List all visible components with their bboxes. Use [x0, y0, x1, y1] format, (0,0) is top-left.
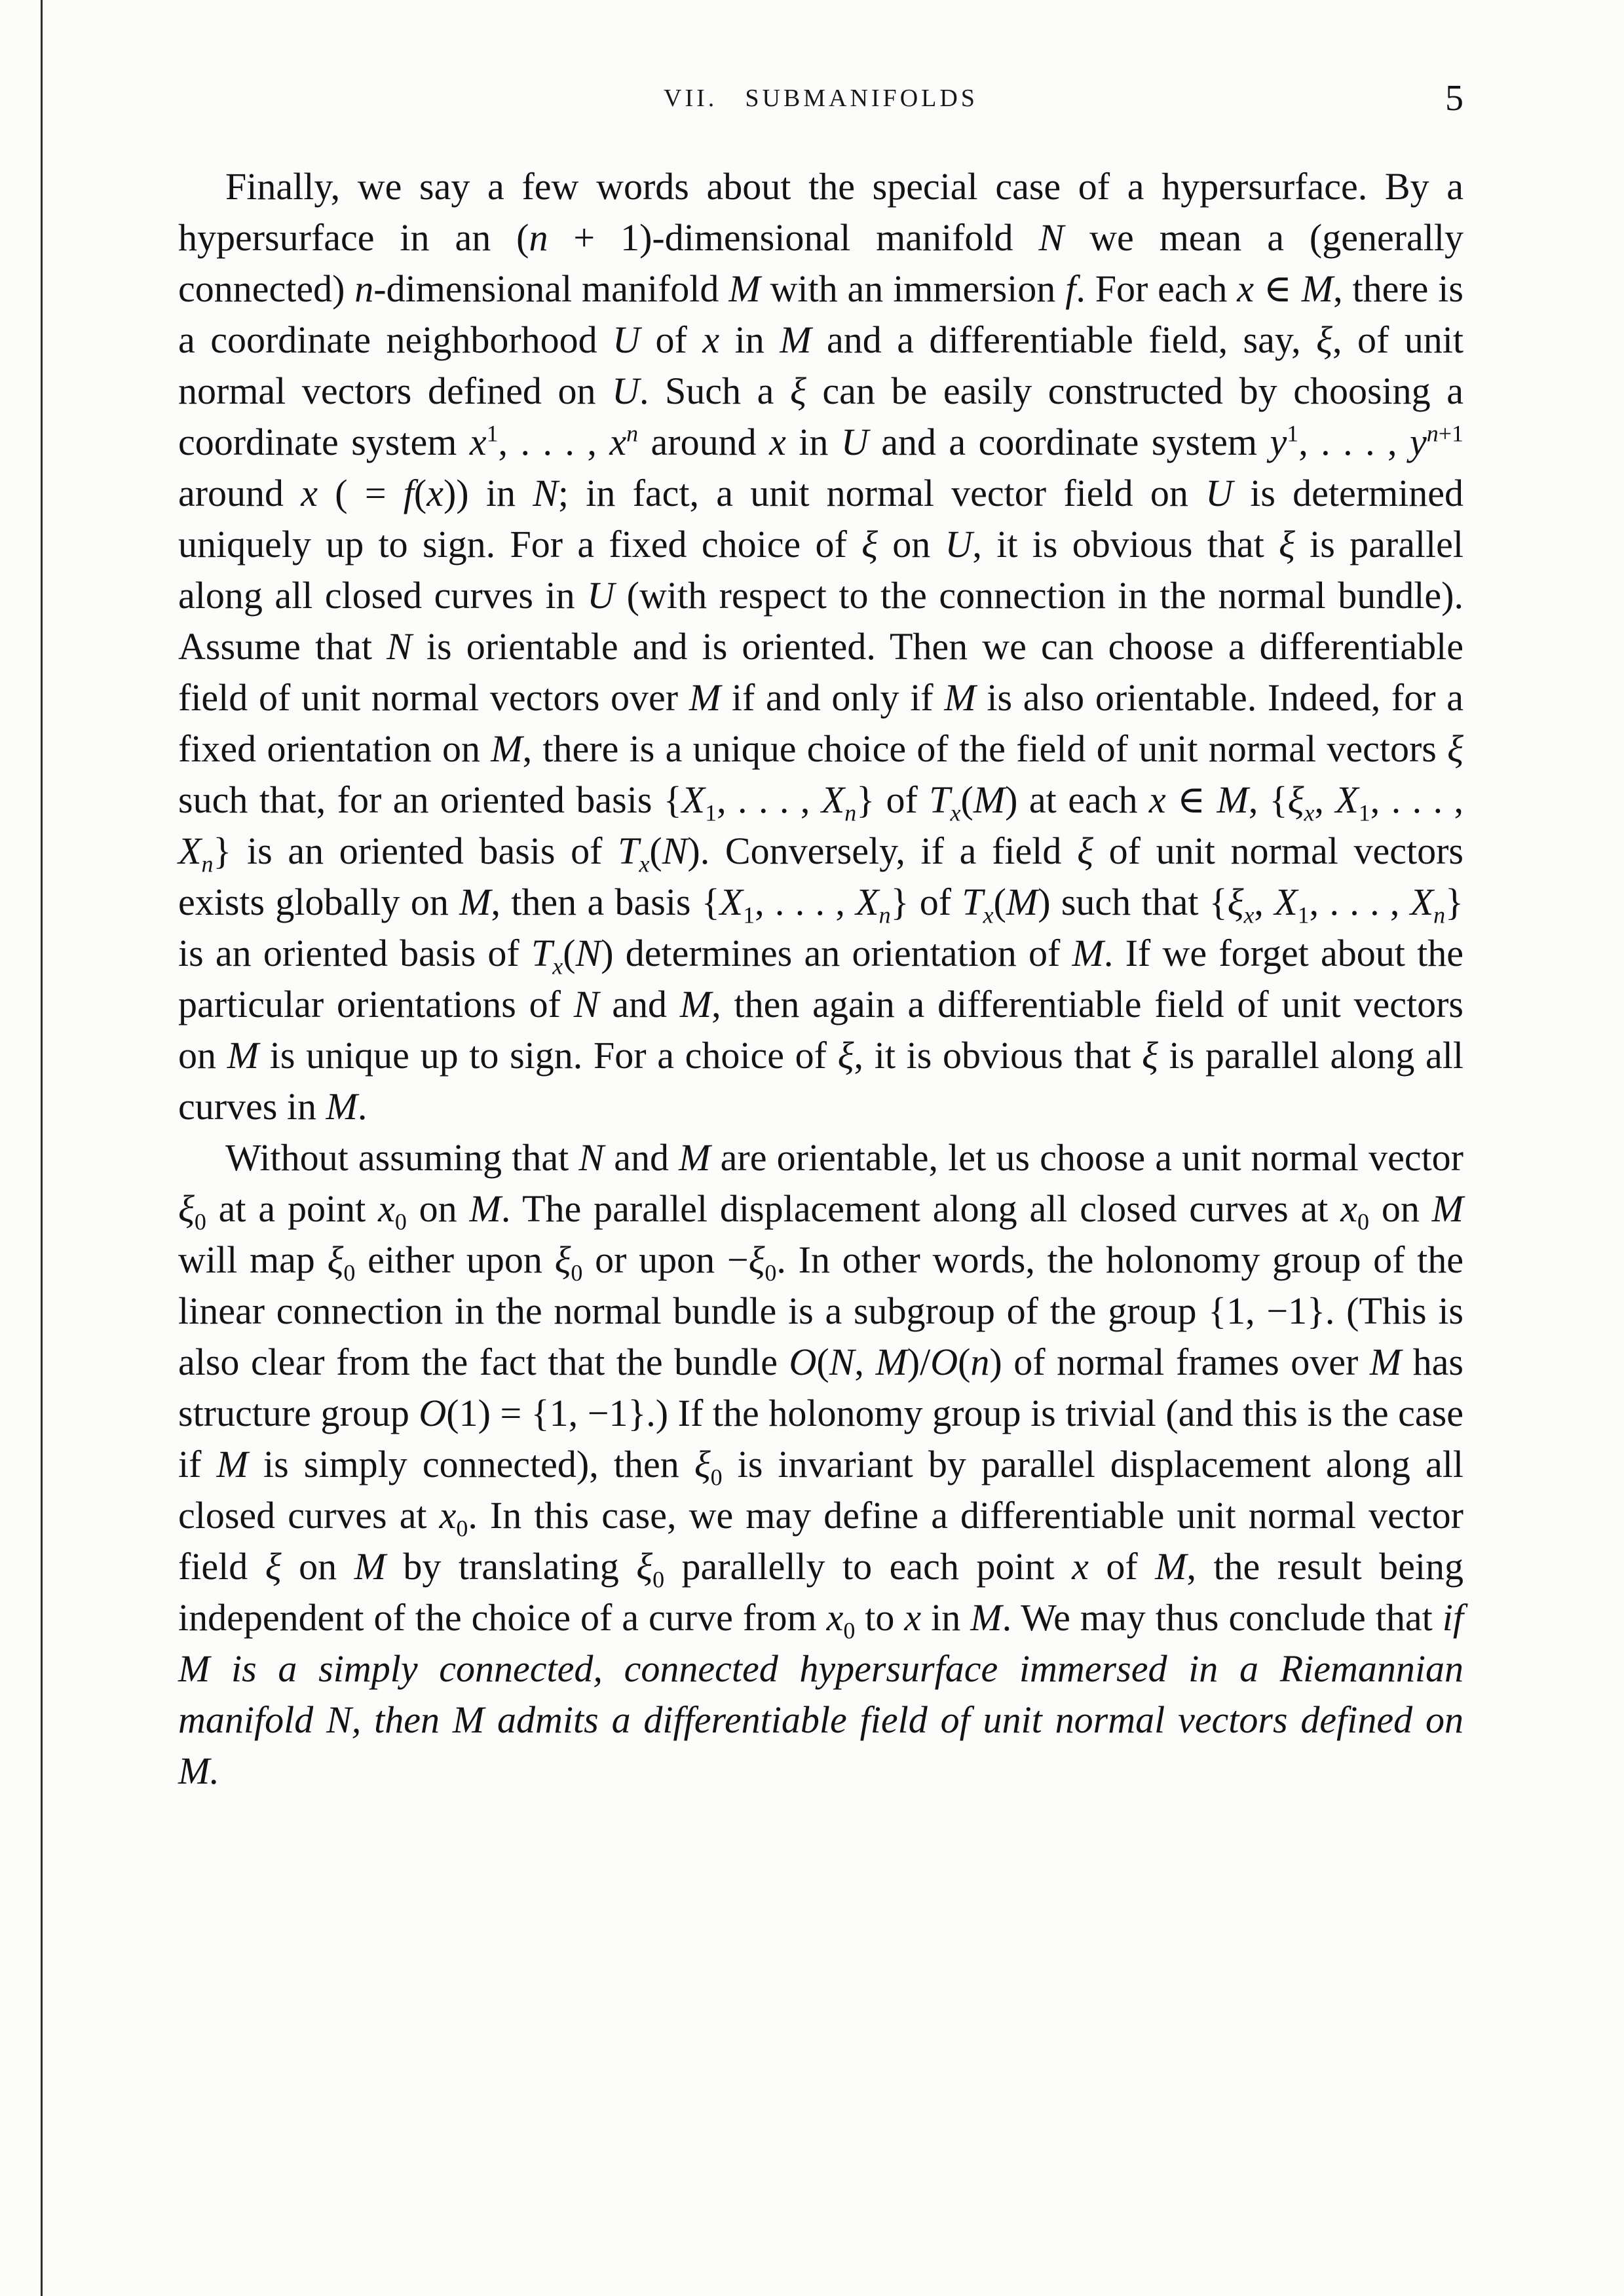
chapter-heading — [178, 84, 1463, 113]
page-number: 5 — [1445, 78, 1463, 119]
paragraph-hypersurface: Finally, we say a few words about the special case of a hypersurface. By a hypersurface in an (n + 1)-dimensional manifold N we mean a (generally connected) n-dimensional manifold M with an immersion f. For each x ∈ M, there is a coordinate neighborhood U of x in M and a differentiable field, say, ξ, of unit normal vectors defined on U. Such a ξ can be easily constructed by choosing a coordinate system $x^1$, . . . , $x^n$ around x in U and a coordinate system $y^1$, . . . , $y^{n+1}$ around x ( = f(x)) in N; in fact, a unit normal vector field on U is determined uniquely up to sign. For a fixed choice of ξ on U, it is obvious that ξ is parallel along all closed curves in U (with respect to the connection in the normal bundle). Assume that N is orientable and is oriented. Then we can choose a differentiable field of unit normal vectors over M if and only if M is also orientable. Indeed, for a fixed orientation on M, there is a unique choice of the field of unit normal vectors ξ such that, for an oriented basis {$X_1$, . . . , $X_n$} of $T_x(M)$ at each x ∈ M, {$\xi_x$, $X_1$, . . . , $X_n$} is an oriented basis of $T_x(N)$. Conversely, if a field ξ of unit normal vectors exists globally on M, then a basis {$X_1$, . . . , $X_n$} of $T_x(M)$ such that {$\xi_x$, $X_1$, . . . , $X_n$} is an oriented basis of $T_x(N)$ determines an orientation of M. If we forget about the particular orientations of N and M, then again a differentiable field of unit vectors on M is unique up to sign. For a choice of ξ, it is obvious that ξ is parallel along all curves in M. — [178, 165, 1464, 1128]
text-block — [178, 161, 1463, 1797]
paragraph-holonomy: Without assuming that N and M are orientable, let us choose a unit normal vector $\xi_0$ at a point $x_0$ on M. The parallel displacement along all closed curves at $x_0$ on M will map $\xi_0$ either upon $\xi_0$ or upon $-\xi_0$. In other words, the holonomy group of the linear connection in the normal bundle is a subgroup of the group {1, −1}. (This is also clear from the fact that the bundle O(N, M)/O(n) of normal frames over M has structure group O(1) = {1, −1}.) If the holonomy group is trivial (and this is the case if M is simply connected), then $\xi_0$ is invariant by parallel displacement along all closed curves at $x_0$. In this case, we may define a differentiable unit normal vector field ξ on M by translating $\xi_0$ parallelly to each point x of M, the result being independent of the choice of a curve from $x_0$ to x in M. We may thus conclude that if M is a simply connected, connected hypersurface immersed in a Riemannian manifold N, then M admits a differentiable field of unit normal vectors defined on M. — [178, 1136, 1464, 1792]
page-content — [178, 77, 1463, 1797]
running-header — [178, 77, 1463, 123]
chapter-number: VII. — [664, 85, 718, 112]
page-margin-rule — [41, 0, 43, 2296]
section-title: SUBMANIFOLDS — [745, 85, 978, 112]
